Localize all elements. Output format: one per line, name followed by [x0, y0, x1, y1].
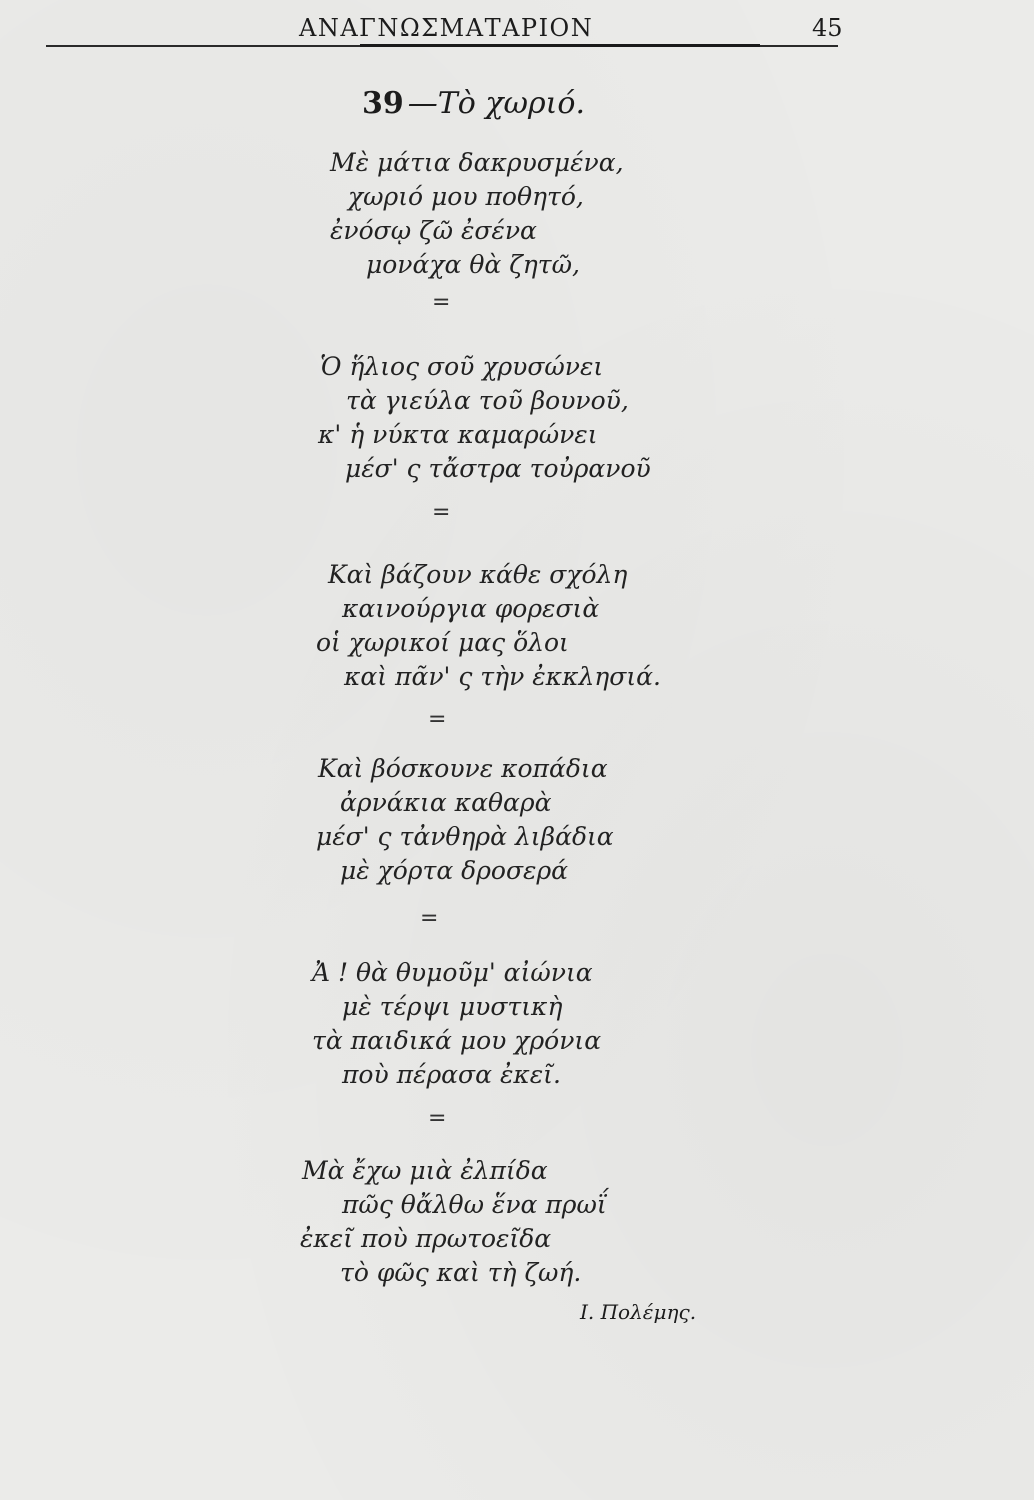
stanza-separator: =: [428, 1106, 447, 1131]
stanza-4-line-1: Καὶ βόσκουνε κοπάδια: [318, 754, 608, 783]
stanza-6-line-2: πῶς θἄλθω ἕνα πρωΐ: [342, 1190, 607, 1219]
poem-number: 39: [362, 86, 404, 121]
poem-author: Ι. Πολέμης.: [580, 1300, 697, 1324]
stanza-1-line-2: χωριό μου ποθητό,: [348, 182, 584, 211]
stanza-2-line-3: κ' ἡ νύκτα καμαρώνει: [318, 420, 598, 449]
stanza-2-line-2: τὰ γιεύλα τοῦ βουνοῦ,: [346, 386, 629, 415]
stanza-1-line-4: μονάχα θὰ ζητῶ,: [366, 250, 580, 279]
stanza-6-line-4: τὸ φῶς καὶ τὴ ζωή.: [340, 1258, 582, 1287]
stanza-5-line-4: ποὺ πέρασα ἐκεῖ.: [342, 1060, 561, 1089]
stanza-3-line-1: Καὶ βάζουν κάθε σχόλη: [328, 560, 628, 589]
stanza-1-line-3: ἐνόσῳ ζῶ ἐσένα: [330, 216, 537, 245]
stanza-6-line-3: ἐκεῖ ποὺ πρωτοεῖδα: [300, 1224, 552, 1253]
stanza-5-line-2: μὲ τέρψι μυστικὴ: [342, 992, 563, 1021]
poem-name: —Τὸ χωριό.: [407, 86, 585, 121]
stanza-1-line-1: Μὲ μάτια δακρυσμένα,: [330, 148, 624, 177]
stanza-separator: =: [432, 500, 451, 525]
poem-title: [362, 86, 585, 121]
stanza-4-line-4: μὲ χόρτα δροσερά: [340, 856, 569, 885]
stanza-3-line-4: καὶ πᾶν' ς τὴν ἐκκλησιά.: [344, 662, 661, 691]
stanza-separator: =: [420, 906, 439, 931]
stanza-2-line-4: μέσ' ς τἄστρα τοὐρανοῦ: [345, 454, 651, 483]
stanza-4-line-2: ἀρνάκια καθαρὰ: [340, 788, 552, 817]
running-head-title: ΑΝΑΓΝΩΣΜΑΤΑΡΙΟΝ: [299, 14, 594, 42]
page-number: 45: [812, 14, 843, 42]
header-rule-thick: [360, 44, 760, 47]
stanza-separator: =: [432, 290, 451, 315]
stanza-3-line-2: καινούργια φορεσιὰ: [342, 594, 600, 623]
stanza-5-line-3: τὰ παιδικά μου χρόνια: [312, 1026, 602, 1055]
stanza-4-line-3: μέσ' ς τἀνθηρὰ λιβάδια: [316, 822, 614, 851]
stanza-2-line-1: Ὁ ἥλιος σοῦ χρυσώνει: [320, 352, 604, 381]
stanza-separator: =: [428, 707, 447, 732]
stanza-6-line-1: Μὰ ἔχω μιὰ ἐλπίδα: [302, 1156, 548, 1185]
stanza-3-line-3: οἱ χωρικοί μας ὅλοι: [316, 628, 569, 657]
stanza-5-line-1: Ἀ ! θὰ θυμοῦμ' αἰώνια: [312, 958, 593, 987]
